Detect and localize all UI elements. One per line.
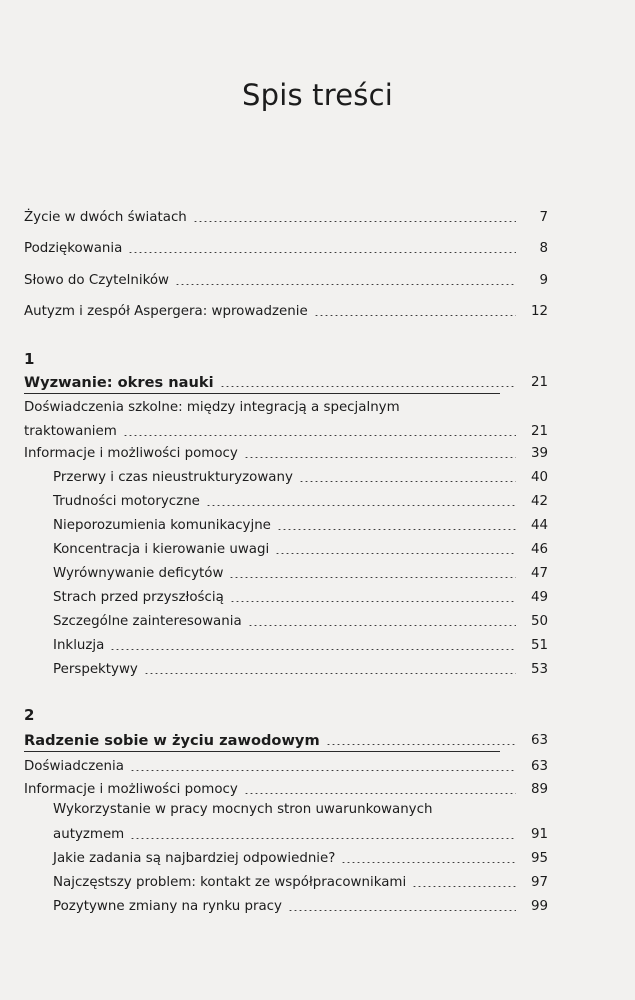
- toc-entry-title: Szczególne zainteresowania: [53, 614, 242, 629]
- toc-subentry[interactable]: [24, 586, 548, 606]
- toc-entry-title: Słowo do Czytelników: [24, 273, 169, 288]
- toc-entry[interactable]: [24, 755, 548, 775]
- toc-entry-title: Perspektywy: [53, 662, 138, 677]
- toc-entry-page: 21: [530, 375, 548, 390]
- dot-leader: [288, 910, 516, 911]
- toc-entry-page: 7: [539, 210, 548, 225]
- toc-entry-page: 39: [530, 446, 548, 461]
- toc-entry-page: 21: [530, 424, 548, 439]
- toc-entry-page: 9: [539, 273, 548, 288]
- toc-subentry[interactable]: [24, 895, 548, 915]
- toc-subentry[interactable]: [24, 610, 548, 630]
- toc-entry-page: 44: [530, 518, 548, 533]
- chapter-number: 2: [24, 706, 35, 724]
- dot-leader: [275, 553, 516, 554]
- toc-entry-title: Nieporozumienia komunikacyjne: [53, 518, 271, 533]
- dot-leader: [175, 284, 516, 285]
- toc-entry-page: 12: [530, 304, 548, 319]
- toc-entry-page: 91: [530, 827, 548, 842]
- toc-entry-title: Trudności motoryczne: [53, 494, 200, 509]
- toc-subentry[interactable]: [24, 490, 548, 510]
- toc-subentry[interactable]: [24, 514, 548, 534]
- toc-entry-page: 49: [530, 590, 548, 605]
- toc-entry[interactable]: [24, 778, 548, 798]
- toc-entry-page: 46: [530, 542, 548, 557]
- toc-entry-title: Autyzm i zespół Aspergera: wprowadzenie: [24, 304, 308, 319]
- toc-entry-title: Wyrównywanie deficytów: [53, 566, 224, 581]
- toc-entry-title: Strach przed przyszłością: [53, 590, 224, 605]
- chapter-rule: [24, 751, 500, 752]
- dot-leader: [230, 601, 516, 602]
- chapter-title-entry[interactable]: [24, 729, 548, 749]
- toc-subentry[interactable]: [24, 823, 548, 843]
- toc-entry-title: Doświadczenia: [24, 759, 124, 774]
- toc-entry[interactable]: [24, 269, 548, 289]
- toc-entry-title: Informacje i możliwości pomocy: [24, 446, 238, 461]
- toc-entry-title: autyzmem: [53, 827, 125, 842]
- dot-leader: [220, 386, 516, 387]
- toc-entry-page: 63: [530, 759, 548, 774]
- toc-entry-title: Jakie zadania są najbardziej odpowiednie?: [53, 851, 336, 866]
- toc-entry-title: Inkluzja: [53, 638, 105, 653]
- toc-entry-page: 42: [530, 494, 548, 509]
- toc-entry[interactable]: [24, 420, 548, 440]
- dot-leader: [412, 886, 516, 887]
- dot-leader: [110, 649, 516, 650]
- toc-entry-title: Najczęstszy problem: kontakt ze współpracownikami: [53, 875, 407, 890]
- toc-entry-title: Informacje i możliwości pomocy: [24, 782, 238, 797]
- toc-subentry[interactable]: [24, 634, 548, 654]
- toc-subentry[interactable]: [24, 658, 548, 678]
- toc-entry-page: 97: [530, 875, 548, 890]
- toc-entry[interactable]: [24, 442, 548, 462]
- toc-subentry[interactable]: [24, 871, 548, 891]
- toc-entry-title: traktowaniem: [24, 424, 117, 439]
- dot-leader: [248, 625, 516, 626]
- chapter-title: Wyzwanie: okres nauki: [24, 374, 214, 391]
- toc-entry-page: 50: [530, 614, 548, 629]
- toc-entry-title: Pozytywne zmiany na rynku pracy: [53, 899, 282, 914]
- toc-entry-title[interactable]: Doświadczenia szkolne: między integracją a specjalnym: [24, 400, 400, 415]
- toc-entry-page: 89: [530, 782, 548, 797]
- toc-entry-page: 99: [530, 899, 548, 914]
- chapter-title: Radzenie sobie w życiu zawodowym: [24, 732, 320, 749]
- toc-subentry[interactable]: [24, 538, 548, 558]
- chapter-title-entry[interactable]: [24, 371, 548, 391]
- dot-leader: [326, 744, 516, 745]
- dot-leader: [314, 315, 516, 316]
- toc-subentry[interactable]: [24, 562, 548, 582]
- toc-subentry[interactable]: [24, 847, 548, 867]
- chapter-number: 1: [24, 350, 35, 368]
- toc-entry-page: 47: [530, 566, 548, 581]
- toc-subentry[interactable]: [24, 466, 548, 486]
- toc-entry-page: 40: [530, 470, 548, 485]
- toc-entry-page: 63: [530, 733, 548, 748]
- dot-leader: [341, 862, 516, 863]
- dot-leader: [277, 529, 516, 530]
- toc-entry-title: Podziękowania: [24, 241, 123, 256]
- toc-entry-title: Przerwy i czas nieustrukturyzowany: [53, 470, 293, 485]
- page-title: Spis treści: [241, 78, 393, 112]
- dot-leader: [144, 673, 516, 674]
- dot-leader: [229, 577, 516, 578]
- toc-entry-title[interactable]: Wykorzystanie w pracy mocnych stron uwarunkowanych: [53, 802, 433, 817]
- toc-entry[interactable]: [24, 237, 548, 257]
- dot-leader: [244, 793, 516, 794]
- toc-entry-page: 53: [530, 662, 548, 677]
- toc-entry[interactable]: [24, 206, 548, 226]
- toc-entry-page: 8: [539, 241, 548, 256]
- chapter-rule: [24, 393, 500, 394]
- dot-leader: [130, 838, 516, 839]
- toc-entry-page: 51: [530, 638, 548, 653]
- dot-leader: [206, 505, 516, 506]
- toc-entry-title: Życie w dwóch światach: [24, 210, 187, 225]
- dot-leader: [193, 221, 516, 222]
- dot-leader: [130, 770, 516, 771]
- toc-entry-title: Koncentracja i kierowanie uwagi: [53, 542, 270, 557]
- dot-leader: [299, 481, 516, 482]
- toc-entry-page: 95: [530, 851, 548, 866]
- dot-leader: [128, 252, 516, 253]
- dot-leader: [123, 435, 516, 436]
- dot-leader: [244, 457, 516, 458]
- toc-entry[interactable]: [24, 300, 548, 320]
